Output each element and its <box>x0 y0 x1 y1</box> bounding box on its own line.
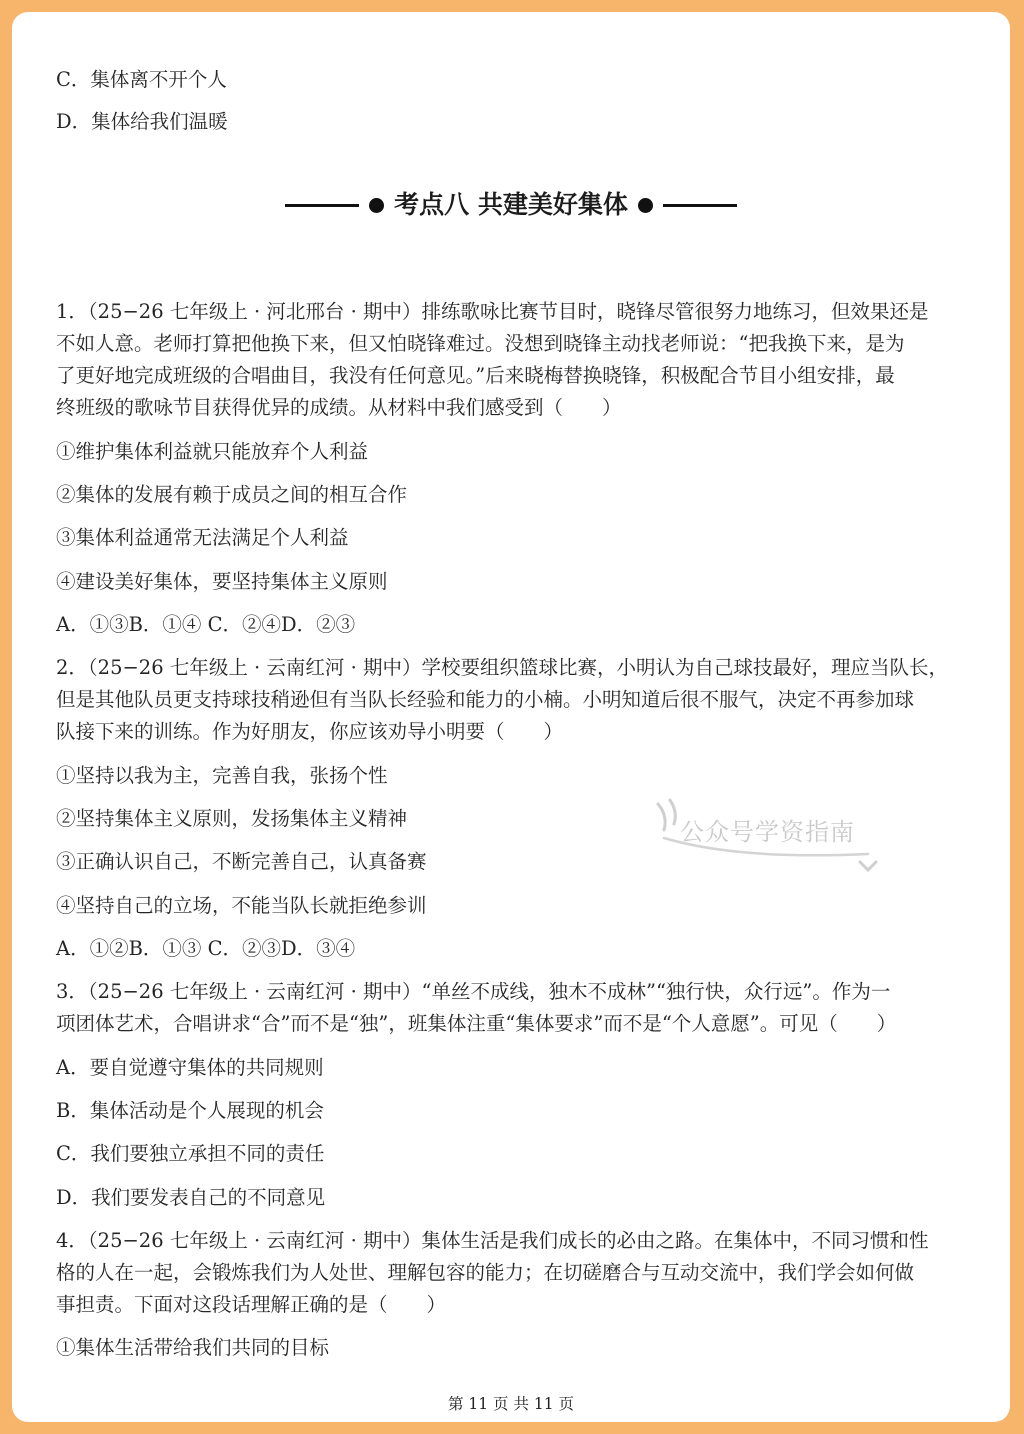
heading-rule-right <box>663 204 737 207</box>
question-2-stem <box>56 652 968 748</box>
statement: ②坚持集体主义原则，发扬集体主义精神 <box>56 807 408 830</box>
statement: ④坚持自己的立场，不能当队长就拒绝参训 <box>56 894 427 917</box>
statement: ④建设美好集体，要坚持集体主义原则 <box>56 570 388 593</box>
answer-choices: A．①③B．①④ C．②④D．②③ <box>56 613 356 636</box>
stem-line: 1．（25−26 七年级上 · 河北邢台 · 期中）排练歌咏比赛节目时，晓锋尽管很努力地练习，但效果还是 <box>56 300 929 323</box>
option-c: C．集体离不开个人 <box>56 68 227 91</box>
stem-line: 2．（25−26 七年级上 · 云南红河 · 期中）学校要组织篮球比赛，小明认为自己球技最好，理应当队长， <box>56 656 949 679</box>
stem-line: 3．（25−26 七年级上 · 云南红河 · 期中）“单丝不成线，独木不成林”“独行快，众行远”。作为一 <box>56 980 891 1003</box>
bullet-dot-icon <box>638 198 653 213</box>
stem-line: 终班级的歌咏节目获得优异的成绩。从材料中我们感受到（ ） <box>56 396 622 419</box>
stem-line: 4．（25−26 七年级上 · 云南红河 · 期中）集体生活是我们成长的必由之路。在集体中，不同习惯和性 <box>56 1229 929 1252</box>
answer-choices: A．①②B．①③ C．②③D．③④ <box>56 937 356 960</box>
option: B．集体活动是个人展现的机会 <box>56 1099 324 1122</box>
page-footer: 第 11 页 共 11 页 <box>447 1395 575 1413</box>
option: D．我们要发表自己的不同意见 <box>56 1186 326 1209</box>
stem-line: 事担责。下面对这段话理解正确的是（ ） <box>56 1293 447 1316</box>
question-3-stem <box>56 976 968 1040</box>
statement: ③正确认识自己，不断完善自己，认真备赛 <box>56 850 427 873</box>
question-1-stem <box>56 296 968 424</box>
section-title: 考点八 共建美好集体 <box>394 190 628 219</box>
watermark <box>648 798 878 882</box>
stem-line: 项团体艺术，合唱讲求“合”而不是“独”，班集体注重“集体要求”而不是“个人意愿”。可见（ ） <box>56 1012 897 1035</box>
statement: ①坚持以我为主，完善自我，张扬个性 <box>56 764 388 787</box>
stem-line: 但是其他队员更支持球技稍逊但有当队长经验和能力的小楠。小明知道后很不服气，决定不再参加球 <box>56 688 915 711</box>
bullet-dot-icon <box>369 198 384 213</box>
stem-line: 队接下来的训练。作为好朋友，你应该劝导小明要（ ） <box>56 720 564 743</box>
stem-line: 不如人意。老师打算把他换下来，但又怕晓锋难过。没想到晓锋主动找老师说：“把我换下来，是为 <box>56 332 905 355</box>
option: A．要自觉遵守集体的共同规则 <box>56 1056 324 1079</box>
statement: ①集体生活带给我们共同的目标 <box>56 1336 330 1359</box>
statement: ③集体利益通常无法满足个人利益 <box>56 526 349 549</box>
stem-line: 格的人在一起，会锻炼我们为人处世、理解包容的能力；在切磋磨合与互动交流中，我们学会如何做 <box>56 1261 915 1284</box>
stem-line: 了更好地完成班级的合唱曲目，我没有任何意见。”后来晓梅替换晓锋，积极配合节目小组安排，最 <box>56 364 895 387</box>
heading-rule-left <box>285 204 359 207</box>
exam-page <box>12 12 1010 1422</box>
section-heading <box>12 188 1010 221</box>
statement: ②集体的发展有赖于成员之间的相互合作 <box>56 483 408 506</box>
statement: ①维护集体利益就只能放弃个人利益 <box>56 440 369 463</box>
option: C．我们要独立承担不同的责任 <box>56 1142 325 1165</box>
option-d: D．集体给我们温暖 <box>56 110 228 133</box>
watermark-text: 公众号学资指南 <box>680 818 855 846</box>
question-4-stem <box>56 1225 968 1321</box>
